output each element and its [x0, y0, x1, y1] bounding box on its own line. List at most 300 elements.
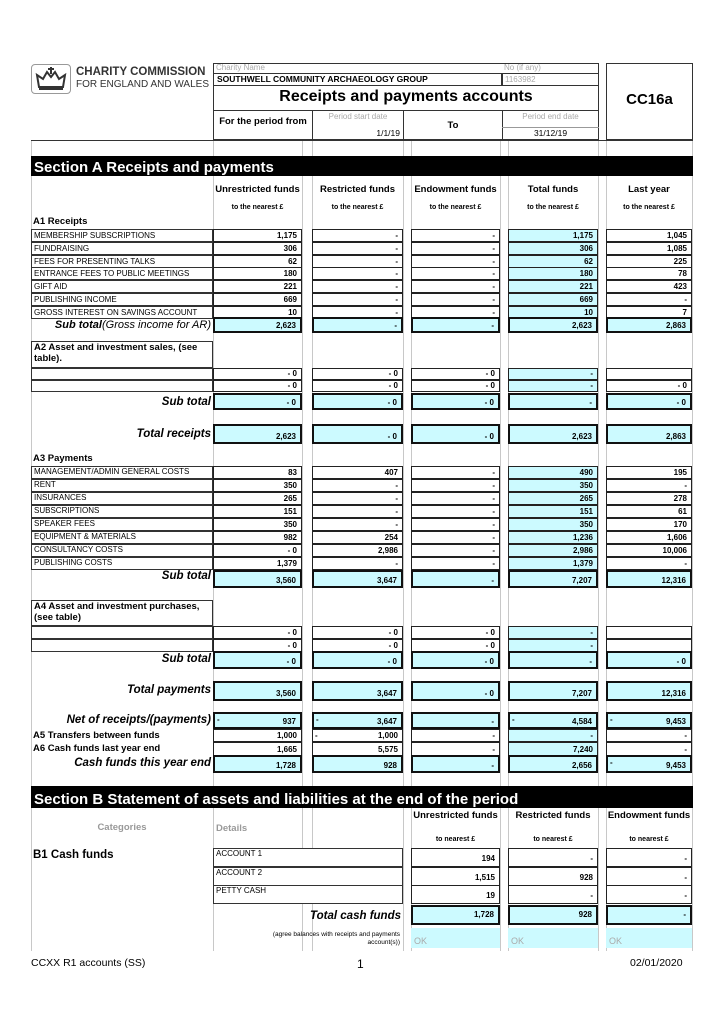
value-text: 61	[678, 507, 687, 516]
value-text: 2,623	[275, 321, 296, 330]
value-text: 928	[383, 761, 397, 770]
value-text: -	[683, 910, 686, 919]
value-text: -	[684, 745, 687, 754]
total-receipts-label: Total receipts	[136, 428, 211, 440]
column-unit: to the nearest £	[623, 204, 675, 211]
value-cell[interactable]	[606, 242, 692, 255]
value-cell[interactable]	[312, 729, 403, 742]
value-cell[interactable]	[508, 729, 598, 742]
value-cell[interactable]	[213, 626, 302, 639]
gridline	[403, 141, 404, 951]
value-cell[interactable]	[606, 755, 692, 773]
value-text: 221	[283, 282, 297, 292]
value-cell[interactable]	[312, 531, 403, 544]
value-text: - 0	[485, 641, 495, 650]
value-cell[interactable]	[312, 479, 403, 492]
value-cell[interactable]	[411, 755, 500, 773]
value-text: 151	[579, 507, 593, 516]
value-text: -	[395, 295, 398, 304]
value-cell[interactable]	[411, 368, 500, 380]
value-text: -	[492, 269, 495, 279]
header-bottom-line	[31, 140, 693, 141]
value-cell[interactable]	[508, 651, 598, 669]
period-end-field[interactable]: 31/12/19	[502, 127, 599, 138]
value-text: -	[492, 243, 495, 253]
value-cell[interactable]	[411, 544, 500, 557]
value-cell[interactable]	[606, 848, 692, 867]
value-text: 1,000	[276, 731, 297, 740]
value-cell[interactable]	[606, 885, 692, 904]
value-text: 2,986	[572, 546, 593, 555]
row-label[interactable]	[31, 380, 213, 392]
value-cell[interactable]	[312, 518, 403, 531]
value-cell[interactable]	[508, 848, 598, 867]
value-cell[interactable]	[508, 293, 598, 306]
a5-label: A5 Transfers between funds	[33, 730, 160, 741]
value-cell[interactable]	[606, 293, 692, 306]
value-cell[interactable]	[411, 681, 500, 701]
value-cell[interactable]	[411, 479, 500, 492]
value-cell[interactable]	[411, 729, 500, 742]
value-text: 19	[486, 891, 495, 900]
value-text: 1,045	[666, 231, 687, 240]
value-text: 1,379	[276, 559, 297, 568]
value-text: 1,000	[377, 731, 398, 740]
value-text: 7,207	[571, 689, 592, 698]
value-cell[interactable]	[312, 755, 403, 773]
value-text: 4,584	[571, 717, 592, 726]
value-cell[interactable]	[606, 905, 692, 925]
value-cell[interactable]	[508, 712, 598, 729]
value-text: - 0	[485, 628, 495, 637]
row-label: ENTRANCE FEES TO PUBLIC MEETINGS	[31, 267, 213, 280]
value-text: 2,863	[665, 432, 686, 441]
negative-marker: -	[610, 715, 613, 724]
column-header: Restricted funds	[320, 183, 395, 195]
value-cell[interactable]	[606, 570, 692, 588]
details-header: Details	[216, 823, 248, 834]
value-text: 9,453	[665, 717, 686, 726]
row-label: EQUIPMENT & MATERIALS	[31, 531, 213, 544]
value-text: 350	[283, 481, 297, 490]
charity-number-field[interactable]: 1163982	[502, 73, 599, 86]
value-cell[interactable]	[411, 518, 500, 531]
value-text: -	[590, 381, 593, 390]
value-cell[interactable]	[508, 570, 598, 588]
value-text: - 0	[286, 657, 296, 666]
value-cell[interactable]	[213, 531, 302, 544]
value-cell[interactable]	[213, 229, 302, 242]
value-cell[interactable]	[213, 293, 302, 306]
value-cell[interactable]	[312, 368, 403, 380]
value-cell[interactable]	[411, 242, 500, 255]
value-cell[interactable]	[312, 280, 403, 293]
value-cell[interactable]	[508, 531, 598, 544]
value-text: -	[395, 494, 398, 503]
value-cell[interactable]	[411, 905, 500, 925]
value-cell[interactable]	[508, 518, 598, 531]
value-cell[interactable]	[411, 867, 500, 886]
value-cell[interactable]	[312, 380, 403, 392]
value-cell[interactable]	[508, 505, 598, 518]
charity-commission-logo	[31, 62, 214, 100]
value-text: -	[492, 481, 495, 490]
value-cell[interactable]	[606, 424, 692, 444]
value-cell[interactable]	[606, 651, 692, 669]
total-payments-label: Total payments	[127, 684, 211, 696]
value-cell[interactable]	[213, 479, 302, 492]
value-cell[interactable]	[411, 267, 500, 280]
value-cell[interactable]	[213, 570, 302, 588]
row-label: SUBSCRIPTIONS	[31, 505, 213, 518]
column-header: Endowment funds	[414, 183, 497, 195]
value-text: 306	[579, 243, 593, 253]
value-cell[interactable]	[213, 368, 302, 380]
value-cell[interactable]	[411, 712, 500, 729]
value-text: -	[589, 657, 592, 666]
value-text: 78	[678, 269, 687, 279]
footer-date: 02/01/2020	[630, 957, 683, 969]
value-cell[interactable]	[606, 393, 692, 410]
value-text: 3,647	[376, 717, 397, 726]
value-text: 2,656	[571, 761, 592, 770]
value-text: -	[491, 761, 494, 770]
value-cell[interactable]	[411, 885, 500, 904]
value-cell[interactable]	[312, 242, 403, 255]
a2-title: A2 Asset and investment sales, (see table).	[31, 341, 213, 368]
value-cell[interactable]	[411, 570, 500, 588]
value-text: -	[395, 481, 398, 490]
value-cell[interactable]	[411, 293, 500, 306]
value-cell[interactable]	[312, 424, 403, 444]
value-text: - 0	[388, 369, 398, 378]
value-cell[interactable]	[213, 280, 302, 293]
agree-note: (agree balances with receipts and payments account(s))	[272, 931, 400, 946]
value-text: 265	[579, 494, 593, 503]
value-cell[interactable]	[606, 531, 692, 544]
value-text: -	[492, 494, 495, 503]
value-text: 350	[579, 481, 593, 490]
value-text: -	[684, 872, 687, 882]
value-cell[interactable]	[508, 255, 598, 268]
value-cell[interactable]	[213, 518, 302, 531]
value-text: 306	[283, 243, 297, 253]
row-label: PUBLISHING COSTS	[31, 557, 213, 570]
a4-title: A4 Asset and investment purchases, (see table)	[31, 600, 213, 626]
value-cell[interactable]	[508, 755, 598, 773]
value-cell[interactable]	[411, 557, 500, 570]
page-title: Receipts and payments accounts	[279, 88, 533, 105]
value-cell[interactable]	[213, 755, 302, 773]
value-cell[interactable]	[508, 885, 598, 904]
value-cell[interactable]	[312, 293, 403, 306]
value-cell[interactable]	[606, 505, 692, 518]
value-text: 170	[673, 520, 687, 529]
value-text: - 0	[484, 432, 494, 441]
value-cell[interactable]	[213, 393, 302, 410]
column-unit: to nearest £	[629, 836, 669, 843]
value-cell[interactable]	[606, 479, 692, 492]
value-cell[interactable]	[411, 393, 500, 410]
value-cell[interactable]	[312, 626, 403, 639]
value-cell[interactable]	[411, 229, 500, 242]
value-text: 265	[283, 494, 297, 503]
value-cell[interactable]	[606, 518, 692, 531]
value-text: 490	[579, 468, 593, 477]
value-cell[interactable]	[508, 492, 598, 505]
logo-line-1: CHARITY COMMISSION	[76, 66, 206, 78]
column-unit: to the nearest £	[527, 204, 579, 211]
value-cell[interactable]	[606, 255, 692, 268]
value-cell[interactable]	[606, 544, 692, 557]
value-text: -	[590, 628, 593, 637]
value-cell[interactable]	[508, 380, 598, 392]
value-cell[interactable]	[411, 531, 500, 544]
value-cell[interactable]	[213, 712, 302, 729]
value-text: 10	[584, 307, 593, 317]
value-text: 669	[579, 295, 593, 304]
value-text: 407	[384, 468, 398, 477]
value-cell[interactable]	[213, 424, 302, 444]
value-text: -	[590, 369, 593, 378]
detail-field[interactable]: ACCOUNT 2	[213, 867, 403, 886]
value-cell[interactable]	[312, 393, 403, 410]
value-text: -	[492, 295, 495, 304]
value-text: -	[395, 256, 398, 266]
value-text: 928	[579, 872, 593, 882]
value-cell[interactable]	[411, 626, 500, 639]
value-text: - 0	[485, 369, 495, 378]
value-cell[interactable]	[606, 681, 692, 701]
value-text: -	[684, 854, 687, 863]
value-text: -	[589, 398, 592, 407]
value-text: 350	[283, 520, 297, 529]
value-text: 1,175	[276, 231, 297, 240]
value-cell[interactable]	[312, 267, 403, 280]
value-cell[interactable]	[508, 424, 598, 444]
value-cell[interactable]	[606, 317, 692, 333]
value-cell[interactable]	[213, 380, 302, 392]
row-label: MANAGEMENT/ADMIN GENERAL COSTS	[31, 466, 213, 479]
row-label: FUNDRAISING	[31, 242, 213, 255]
value-cell[interactable]	[508, 867, 598, 886]
value-cell[interactable]	[508, 280, 598, 293]
value-cell[interactable]	[606, 380, 692, 392]
section-b-title: Section B Statement of assets and liabilities at the end of the period	[31, 786, 693, 808]
value-cell[interactable]	[508, 626, 598, 639]
value-cell[interactable]	[213, 742, 302, 756]
value-cell[interactable]	[411, 317, 500, 333]
value-cell[interactable]	[508, 557, 598, 570]
value-cell[interactable]	[606, 368, 692, 380]
value-cell[interactable]	[508, 466, 598, 479]
a1-title: A1 Receipts	[33, 216, 88, 227]
value-text: -	[492, 559, 495, 568]
value-text: -	[590, 891, 593, 900]
value-text: - 0	[484, 398, 494, 407]
value-cell[interactable]	[213, 466, 302, 479]
value-cell[interactable]	[312, 255, 403, 268]
value-text: 83	[288, 468, 297, 477]
value-text: - 0	[676, 398, 686, 407]
value-cell[interactable]	[312, 570, 403, 588]
value-cell[interactable]	[606, 712, 692, 729]
value-cell[interactable]	[213, 242, 302, 255]
value-cell[interactable]	[606, 229, 692, 242]
value-cell[interactable]	[411, 424, 500, 444]
value-text: 195	[673, 468, 687, 477]
value-text: 1,728	[275, 761, 296, 770]
detail-field[interactable]: PETTY CASH	[213, 885, 403, 904]
value-cell[interactable]	[508, 229, 598, 242]
value-cell[interactable]	[213, 505, 302, 518]
value-cell[interactable]	[606, 557, 692, 570]
value-cell[interactable]	[508, 742, 598, 756]
value-cell[interactable]	[411, 280, 500, 293]
column-header: Unrestricted funds	[215, 183, 300, 195]
value-cell[interactable]	[411, 651, 500, 669]
period-start-field[interactable]: 1/1/19	[376, 128, 400, 138]
value-text: 5,575	[377, 745, 398, 754]
value-cell[interactable]	[411, 492, 500, 505]
subtotal-note: (Gross income for AR)	[101, 319, 211, 331]
gridline	[598, 141, 599, 951]
value-text: 12,316	[661, 576, 686, 585]
value-cell[interactable]	[312, 505, 403, 518]
categories-header: Categories	[97, 822, 147, 833]
value-text: 7	[682, 307, 687, 317]
value-cell[interactable]	[508, 368, 598, 380]
value-cell[interactable]	[411, 742, 500, 756]
period-start-label: Period start date	[328, 112, 388, 121]
value-cell[interactable]	[312, 466, 403, 479]
value-cell[interactable]	[508, 317, 598, 333]
value-cell[interactable]	[312, 492, 403, 505]
value-cell[interactable]	[213, 729, 302, 742]
value-cell[interactable]	[312, 229, 403, 242]
value-text: - 0	[387, 657, 397, 666]
row-label[interactable]	[31, 626, 213, 639]
column-header: Unrestricted funds	[413, 810, 498, 821]
value-text: -	[492, 745, 495, 754]
row-label: MEMBERSHIP SUBSCRIPTIONS	[31, 229, 213, 242]
value-cell[interactable]	[411, 466, 500, 479]
value-cell[interactable]	[508, 681, 598, 701]
value-text: - 0	[287, 628, 297, 637]
column-unit: to the nearest £	[429, 204, 482, 211]
logo-line-2: FOR ENGLAND AND WALES	[76, 79, 209, 90]
value-cell[interactable]	[213, 544, 302, 557]
value-cell[interactable]	[606, 742, 692, 756]
column-header: Restricted funds	[515, 810, 591, 821]
value-text: - 0	[287, 381, 297, 390]
value-cell[interactable]	[213, 557, 302, 570]
value-cell[interactable]	[213, 492, 302, 505]
detail-field[interactable]: ACCOUNT 1	[213, 848, 403, 867]
value-text: -	[395, 231, 398, 240]
value-cell[interactable]	[312, 742, 403, 756]
value-text: -	[394, 321, 397, 330]
value-text: -	[492, 533, 495, 542]
row-label[interactable]	[31, 368, 213, 380]
value-cell[interactable]	[606, 626, 692, 639]
value-text: 1,728	[473, 910, 494, 919]
value-cell[interactable]	[213, 651, 302, 669]
crown-icon	[31, 64, 71, 94]
value-text: 9,453	[665, 761, 686, 770]
value-cell[interactable]	[312, 317, 403, 333]
value-cell[interactable]	[606, 867, 692, 886]
value-text: - 0	[485, 381, 495, 390]
value-text: -	[492, 520, 495, 529]
value-cell[interactable]	[213, 255, 302, 268]
period-end-label: Period end date	[522, 112, 579, 121]
value-cell[interactable]	[606, 492, 692, 505]
value-cell[interactable]	[508, 544, 598, 557]
negative-marker: -	[512, 715, 515, 724]
check-cell: OK	[508, 928, 598, 948]
value-text: 1,379	[572, 559, 593, 568]
value-cell[interactable]	[411, 505, 500, 518]
row-label: SPEAKER FEES	[31, 518, 213, 531]
value-cell[interactable]	[508, 267, 598, 280]
value-cell[interactable]	[508, 479, 598, 492]
value-text: -	[395, 559, 398, 568]
value-text: -	[491, 717, 494, 726]
value-cell[interactable]	[606, 280, 692, 293]
section-a-title: Section A Receipts and payments	[31, 156, 693, 176]
row-label: GIFT AID	[31, 280, 213, 293]
value-cell[interactable]	[606, 267, 692, 280]
column-unit: to nearest £	[435, 836, 476, 843]
value-text: - 0	[286, 398, 296, 407]
value-cell[interactable]	[411, 380, 500, 392]
value-text: 151	[283, 507, 297, 516]
value-cell[interactable]	[312, 544, 403, 557]
value-cell[interactable]	[213, 317, 302, 333]
value-text: -	[684, 481, 687, 490]
charity-name-field[interactable]: SOUTHWELL COMMUNITY ARCHAEOLOGY GROUP	[213, 73, 502, 86]
value-text: -	[590, 641, 593, 650]
value-cell[interactable]	[606, 729, 692, 742]
value-text: - 0	[484, 657, 494, 666]
row-label[interactable]	[31, 639, 213, 652]
value-text: -	[395, 243, 398, 253]
value-cell[interactable]	[312, 557, 403, 570]
value-cell[interactable]	[411, 255, 500, 268]
value-text: - 0	[387, 432, 397, 441]
value-cell[interactable]	[312, 712, 403, 729]
value-text: 62	[584, 256, 593, 266]
value-cell[interactable]	[312, 651, 403, 669]
value-text: -	[395, 307, 398, 317]
value-cell[interactable]	[508, 242, 598, 255]
value-text: 225	[673, 256, 687, 266]
value-cell[interactable]	[312, 681, 403, 701]
value-cell[interactable]	[606, 466, 692, 479]
value-cell[interactable]	[508, 905, 598, 925]
value-text: -	[684, 731, 687, 740]
value-cell[interactable]	[213, 267, 302, 280]
value-text: 937	[282, 717, 296, 726]
value-text: -	[492, 282, 495, 292]
value-text: -	[684, 295, 687, 304]
value-text: 7,240	[572, 745, 593, 754]
value-text: 928	[578, 910, 592, 919]
value-cell[interactable]	[213, 681, 302, 701]
value-cell[interactable]	[411, 848, 500, 867]
value-cell[interactable]	[508, 393, 598, 410]
